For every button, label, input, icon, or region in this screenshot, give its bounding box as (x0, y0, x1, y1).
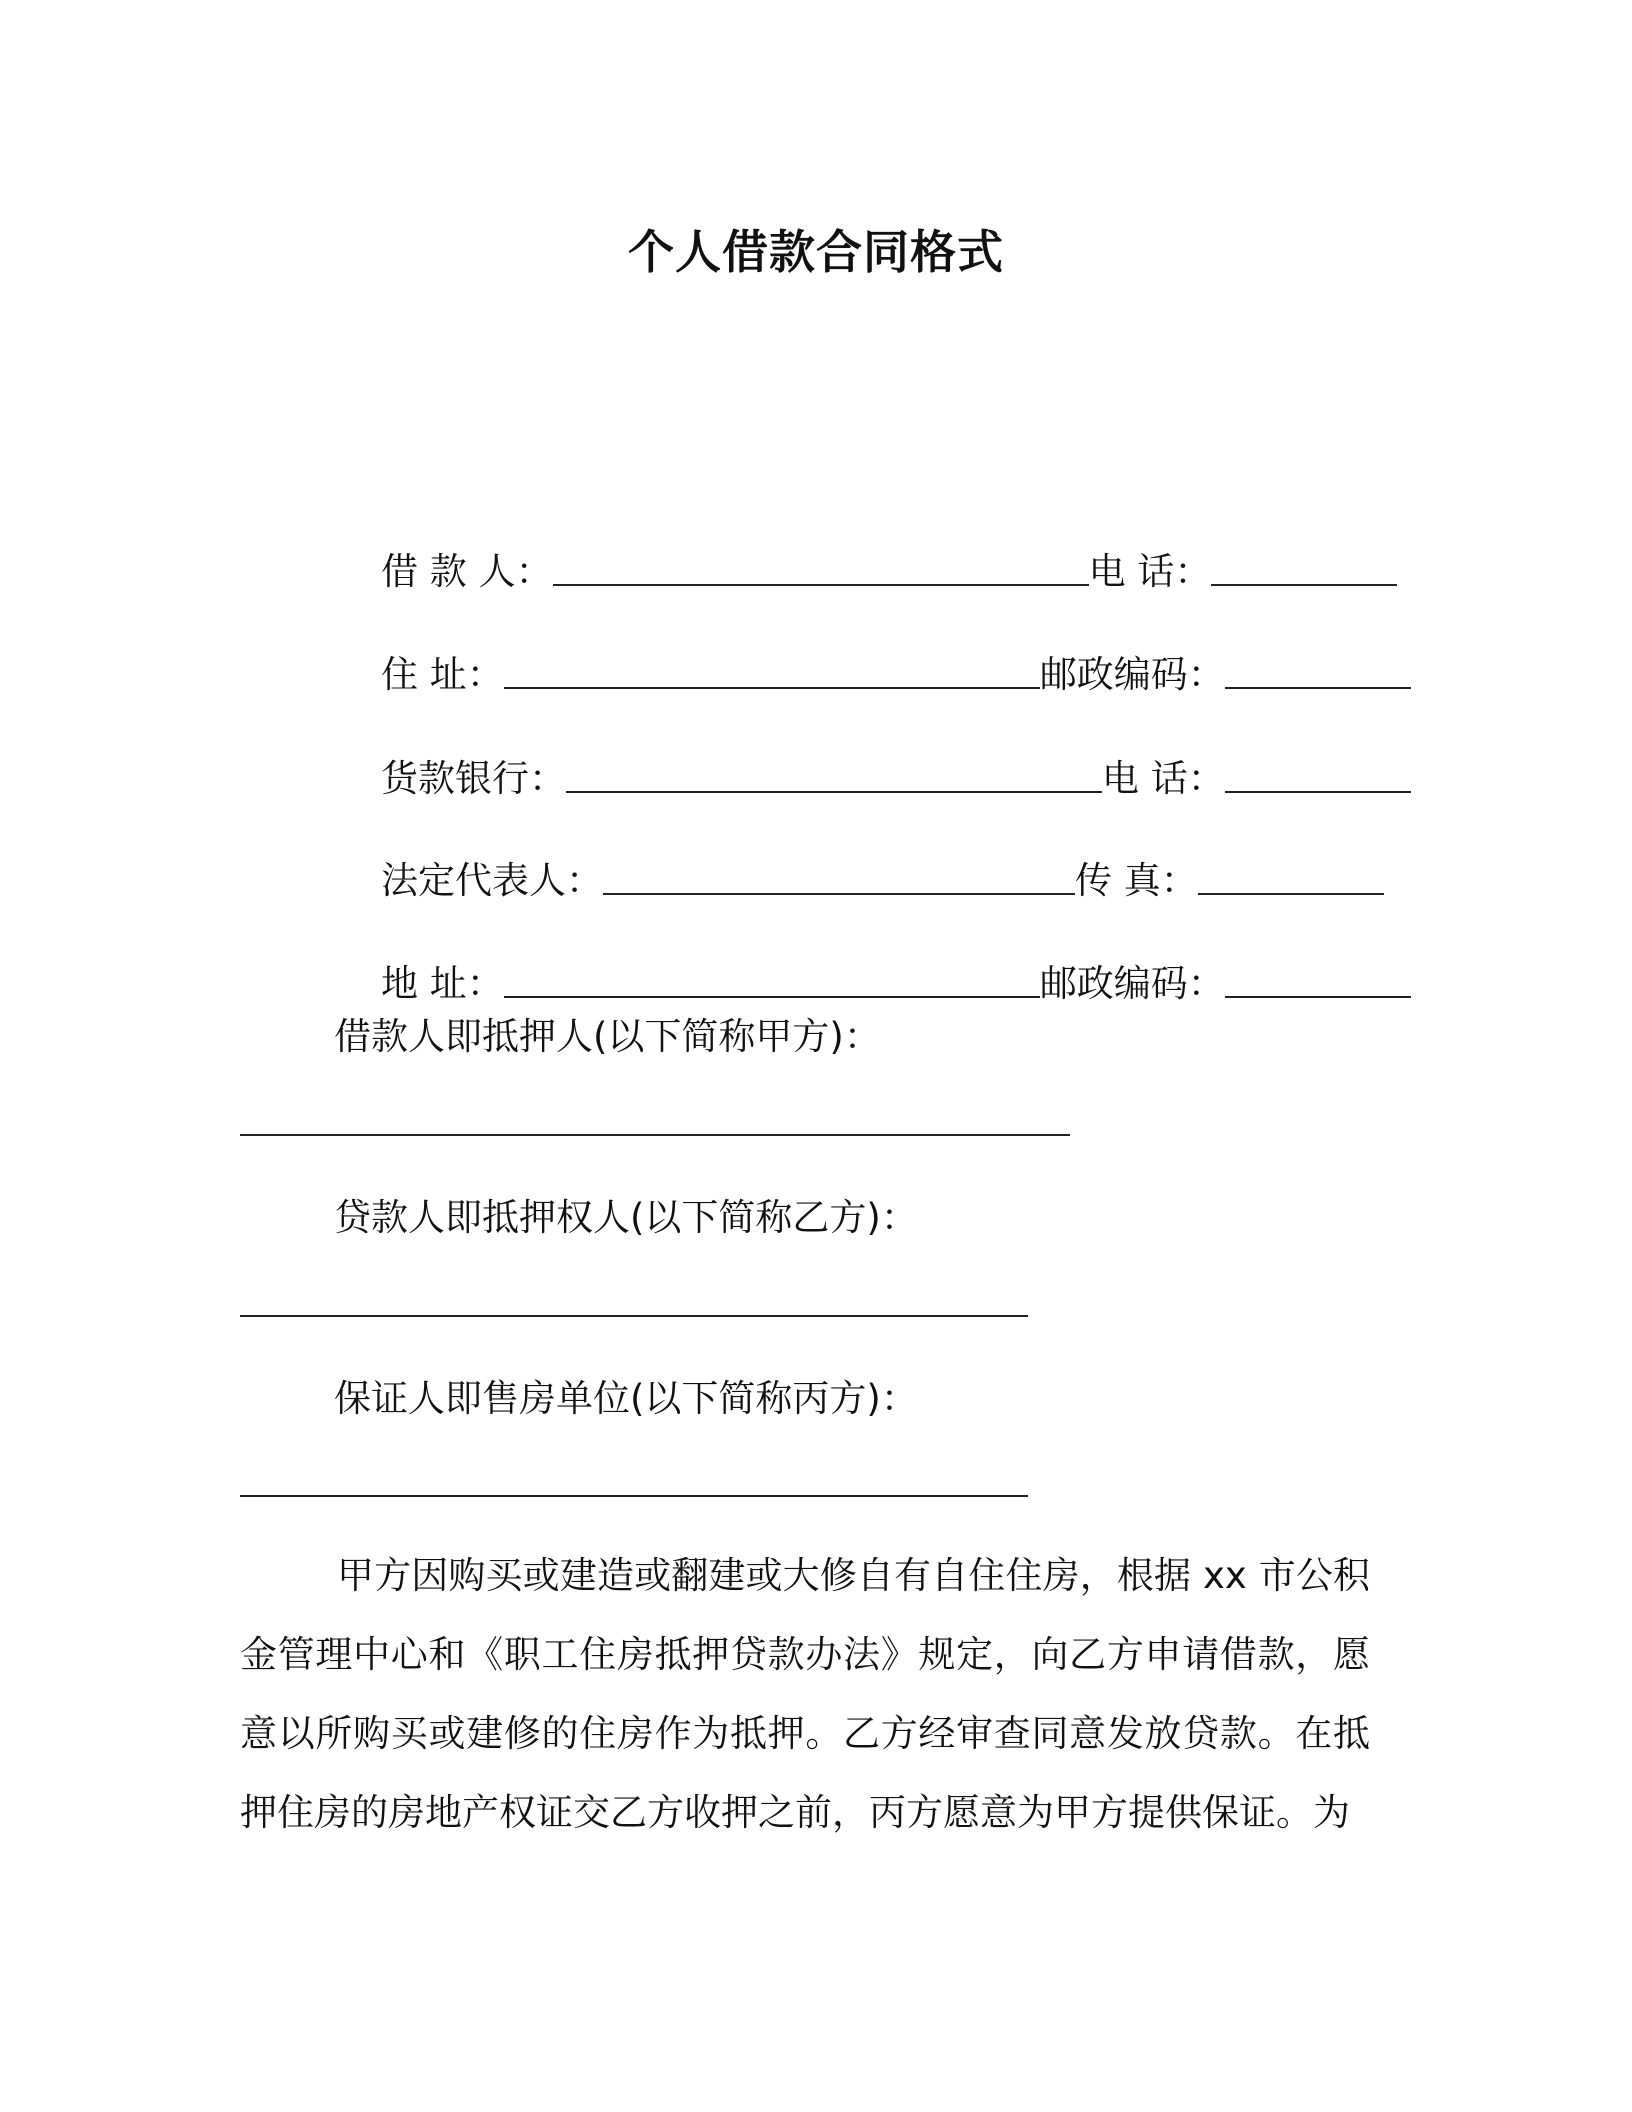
party-c-blank[interactable] (240, 1495, 1028, 1497)
bank-postcode-blank[interactable] (1225, 962, 1411, 998)
bank-phone-blank[interactable] (1225, 757, 1411, 793)
field-label-bank-address: 地 址： (381, 962, 504, 1005)
party-c-label: 保证人即售房单位(以下简称丙方)： (334, 1377, 918, 1420)
field-label-bank-postcode: 邮政编码： (1039, 962, 1225, 1005)
party-a-label: 借款人即抵押人(以下简称甲方)： (334, 1015, 881, 1058)
phone-blank[interactable] (1211, 550, 1397, 586)
document-title: 个人借款合同格式 (628, 225, 1004, 279)
postcode-blank[interactable] (1225, 653, 1411, 689)
borrower-blank[interactable] (553, 550, 1089, 586)
body-paragraph: 甲方因购买或建造或翻建或大修自有自住住房，根据 xx 市公积金管理中心和《职工住房抵押贷款办法》规定，向乙方申请借款，愿意以所购买或建修的住房作为抵押。乙方经审查同意发放贷款。在抵押住房的房地产权证交乙方收押之前，丙方愿意为甲方提供保证。为 (240, 1554, 1370, 1834)
field-label-postcode: 邮政编码： (1039, 653, 1225, 696)
fax-blank[interactable] (1198, 859, 1384, 895)
field-label-bank: 货款银行： (381, 757, 567, 800)
field-label-address: 住 址： (381, 653, 504, 696)
bank-address-blank[interactable] (504, 962, 1040, 998)
bank-blank[interactable] (566, 757, 1102, 793)
field-label-fax: 传 真： (1075, 859, 1198, 902)
field-label-representative: 法定代表人： (381, 859, 604, 902)
party-b-label: 贷款人即抵押权人(以下简称乙方)： (334, 1196, 918, 1239)
party-b-blank[interactable] (240, 1315, 1028, 1317)
field-label-borrower: 借 款 人： (381, 550, 553, 593)
party-a-blank[interactable] (240, 1134, 1070, 1136)
representative-blank[interactable] (603, 859, 1075, 895)
field-label-phone: 电 话： (1088, 550, 1212, 593)
address-blank[interactable] (504, 653, 1040, 689)
field-label-bank-phone: 电 话： (1102, 757, 1225, 800)
